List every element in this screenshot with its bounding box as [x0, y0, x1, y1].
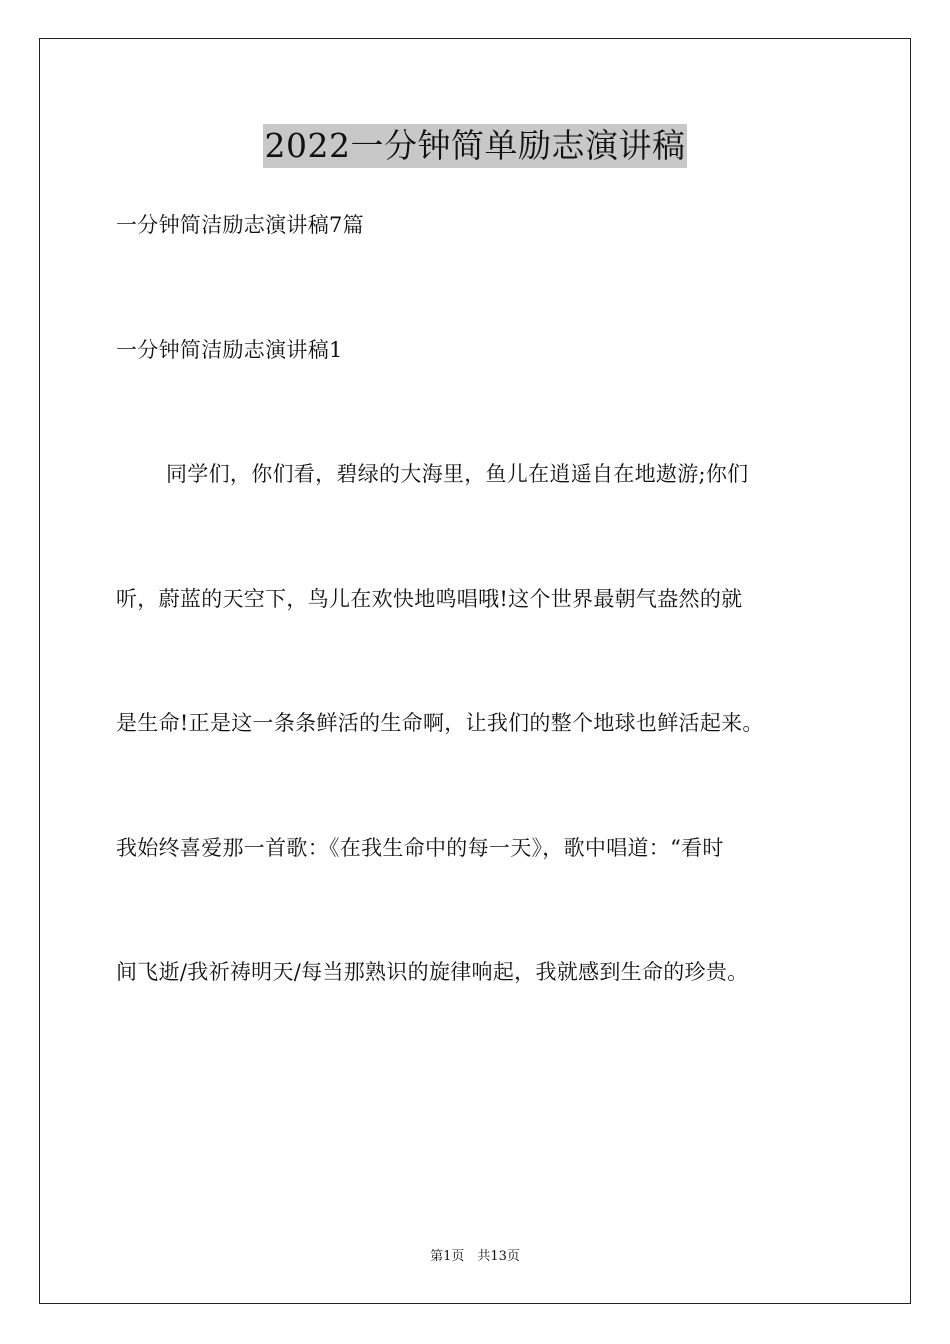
section-heading: 一分钟简洁励志演讲稿1 [116, 338, 343, 362]
paragraph-line: 我始终喜爱那一首歌：《在我生命中的每一天》，歌中唱道：“看时 [116, 836, 724, 860]
paragraph-line: 是生命!正是这一条条鲜活的生命啊，让我们的整个地球也鲜活起来。 [116, 711, 764, 735]
title-container [0, 124, 950, 168]
paragraph-line: 间飞逝/我祈祷明天/每当那熟识的旋律响起，我就感到生命的珍贵。 [116, 960, 749, 984]
page-footer: 第1页 共13页 [430, 1249, 520, 1264]
paragraph-line: 听，蔚蓝的天空下，鸟儿在欢快地鸣唱哦!这个世界最朝气盎然的就 [116, 587, 743, 611]
document-title: 2022一分钟简单励志演讲稿 [263, 124, 688, 168]
subtitle: 一分钟简洁励志演讲稿7篇 [116, 213, 364, 237]
paragraph-line: 同学们，你们看，碧绿的大海里，鱼儿在逍遥自在地遨游;你们 [166, 462, 749, 486]
